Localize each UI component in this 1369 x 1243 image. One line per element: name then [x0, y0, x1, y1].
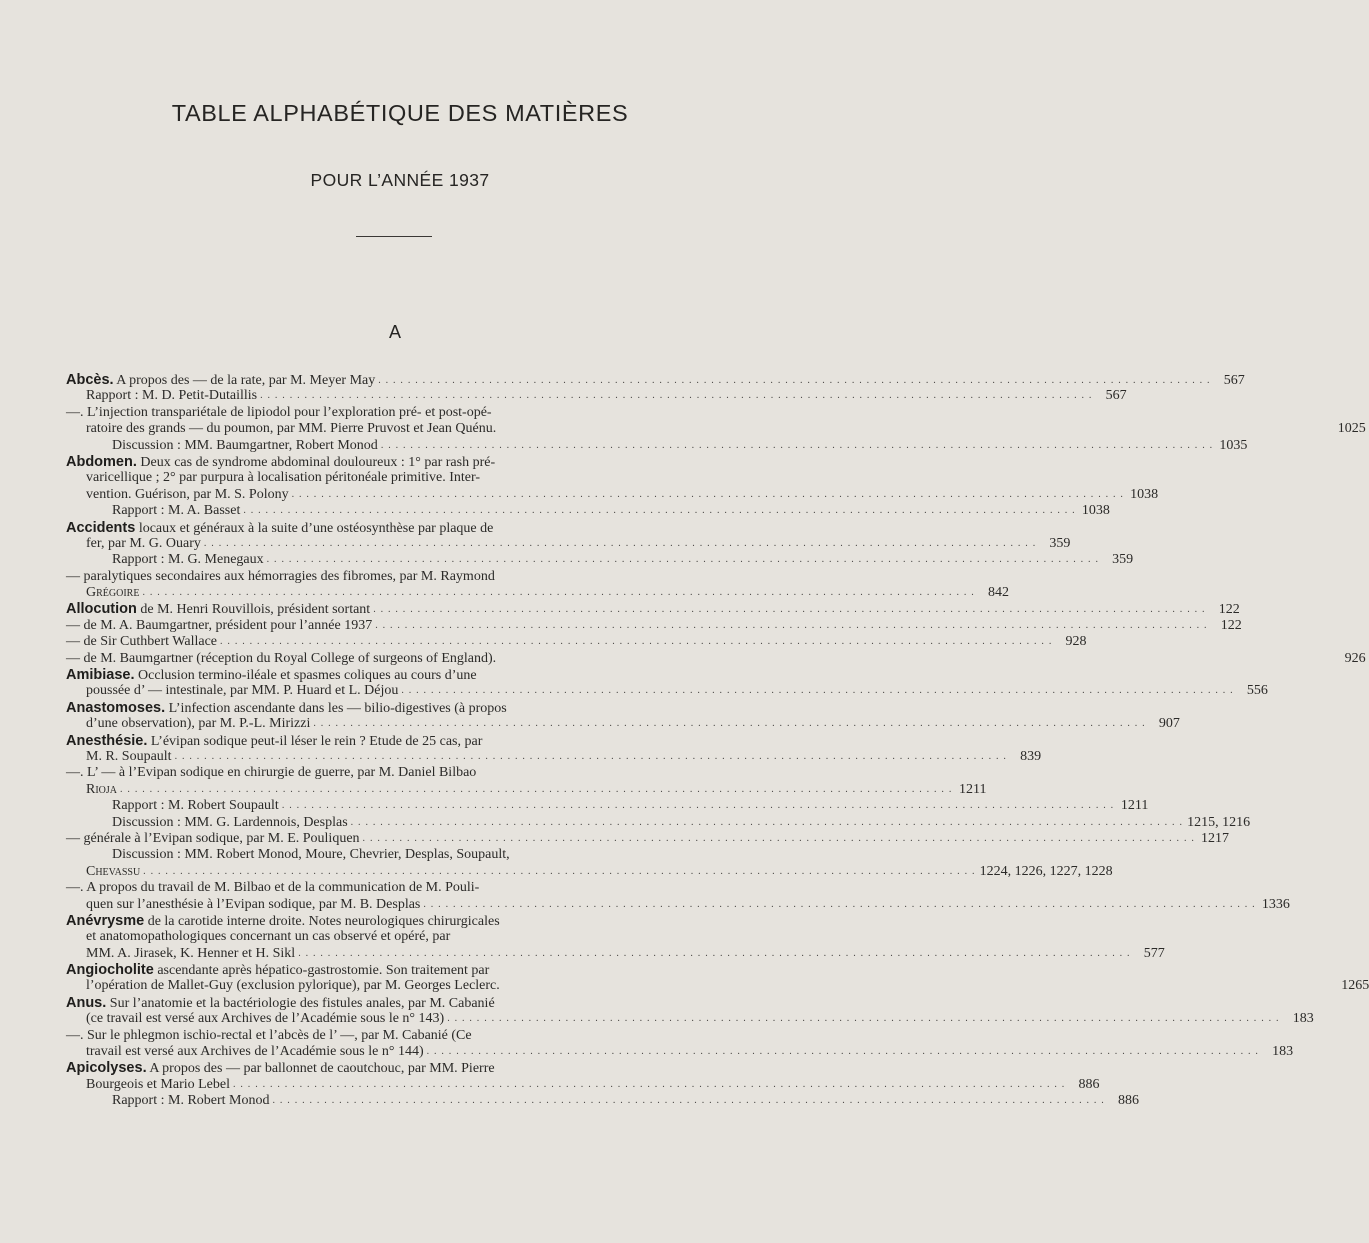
entry-text: Grégoire [86, 585, 140, 601]
index-line [66, 520, 712, 536]
entry-text: d’une observation), par M. P.-L. Mirizzi [86, 716, 311, 732]
entry-page: 359 [1049, 535, 1071, 551]
index-line [66, 765, 712, 781]
entry-text: Rapport : M. Robert Monod [112, 1093, 270, 1109]
index-line [66, 437, 1248, 454]
entry-page: 1025 [1337, 421, 1366, 437]
entry-text: Discussion : MM. Robert Monod, Moure, Chevrier, Desplas, Soupault, [112, 847, 510, 863]
index-line [66, 388, 1127, 404]
leader-dots [298, 946, 1131, 962]
index-line [66, 913, 712, 929]
leader-dots [260, 388, 1093, 404]
page-subtitle: POUR L’ANNÉE 1937 [310, 170, 490, 190]
entry-text: locaux et généraux à la suite d’une ostéosynthèse par plaque de [138, 520, 494, 536]
entry-text: Deux cas de syndrome abdominal douloureux : 1° par rash pré- [140, 454, 496, 470]
entry-text: A propos des — de la rate, par M. Meyer May [116, 373, 376, 388]
entry-headword: Abdomen. [66, 453, 137, 470]
index-line [66, 634, 1087, 650]
leader-dots [363, 831, 1196, 847]
index-line [66, 1028, 712, 1044]
leader-dots [243, 503, 1076, 519]
leader-dots [282, 798, 1115, 814]
index-line [66, 1044, 1294, 1060]
index-line [66, 896, 1290, 913]
entry-text: — générale à l’Evipan sodique, par M. E. Pouliquen [66, 830, 360, 846]
leader-dots [273, 1093, 1106, 1109]
entry-headword: Accidents [66, 519, 136, 536]
section-letter: A [388, 322, 401, 342]
entry-page: 556 [1246, 683, 1268, 699]
index-line [66, 569, 712, 585]
title-divider [356, 236, 432, 237]
index-line [66, 863, 1113, 880]
entry-text: ascendante après hépatico-gastrostomie. Son traitement par [157, 963, 490, 979]
entry-text: — paralytiques secondaires aux hémorragies des fibromes, par M. Raymond [66, 568, 495, 584]
entry-page: 1224, 1226, 1227, 1228 [979, 863, 1113, 879]
entry-page: 359 [1112, 552, 1134, 568]
leader-dots [381, 438, 1214, 454]
entry-text: MM. A. Jirasek, K. Henner et H. Sikl [86, 945, 296, 961]
entry-text: de M. Henri Rouvillois, président sortant [140, 602, 371, 618]
entry-text: vention. Guérison, par M. S. Polony [86, 486, 289, 502]
index-line [66, 486, 1159, 503]
entry-text: L’évipan sodique peut-il léser le rein ? Etude de 25 cas, par [150, 733, 483, 749]
entry-text: de la carotide interne droite. Notes neurologiques chirurgicales [147, 913, 500, 929]
entry-text: fer, par M. G. Ouary [86, 535, 201, 551]
index-line [66, 585, 1009, 601]
entry-headword: Apicolyses. [66, 1060, 147, 1077]
entry-page: 567 [1223, 373, 1245, 388]
leader-dots [375, 618, 1208, 634]
entry-text: Chevassu [86, 863, 141, 879]
entry-text: poussée d’ — intestinale, par MM. P. Huard et L. Déjou [86, 683, 399, 699]
index-line [66, 601, 1240, 618]
leader-dots [220, 634, 1053, 650]
entry-page: 886 [1118, 1093, 1139, 1109]
entry-text: travail est versé aux Archives de l’Académie sous le n° 144) [86, 1044, 424, 1060]
entry-headword: Anus. [66, 994, 107, 1011]
entry-text: (ce travail est versé aux Archives de l’Académie sous le n° 143) [86, 1011, 445, 1027]
entry-text: Discussion : MM. G. Lardennois, Desplas [112, 814, 348, 830]
index-line [66, 1011, 1314, 1027]
index-line [66, 733, 712, 749]
leader-dots [143, 864, 976, 880]
index-line [66, 814, 1251, 831]
entry-page: 1211 [1120, 798, 1149, 814]
entry-text: A propos des — par ballonnet de caoutchouc, par MM. Pierre [149, 1061, 495, 1077]
entry-page: 928 [1065, 634, 1087, 650]
index-line [66, 405, 712, 421]
entry-text: Discussion : MM. Baumgartner, Robert Monod [112, 437, 378, 453]
index-line [66, 470, 712, 486]
leader-dots [292, 487, 1125, 503]
entry-page: 122 [1220, 617, 1242, 633]
leader-dots [378, 373, 1211, 389]
entry-text: l’opération de Mallet-Guy (exclusion pylorique), par M. Georges Leclerc. [86, 978, 500, 994]
leader-dots [175, 749, 1008, 765]
index-line [66, 781, 987, 798]
leader-dots [142, 585, 975, 601]
entry-page: 122 [1218, 602, 1240, 618]
index-line [66, 617, 1242, 634]
leader-dots [233, 1077, 1066, 1093]
leader-dots [313, 716, 1146, 732]
index-line [66, 667, 712, 683]
index-line [66, 1076, 1100, 1093]
entry-page: 839 [1020, 748, 1042, 764]
index-line [66, 880, 712, 896]
index-line [66, 700, 712, 716]
index-line [66, 1060, 712, 1076]
index-line [66, 535, 1071, 552]
index-line [66, 945, 1165, 962]
leader-dots [373, 602, 1206, 618]
entry-headword: Anesthésie. [66, 732, 148, 749]
index-line [66, 716, 1180, 732]
entry-page: 1038 [1081, 503, 1110, 519]
entry-page: 183 [1292, 1011, 1314, 1027]
entry-text: Sur l’anatomie et la bactériologie des fistules anales, par M. Cabanié [109, 995, 495, 1011]
index-line [66, 372, 1245, 388]
page-title: TABLE ALPHABÉTIQUE DES MATIÈRES [171, 100, 629, 126]
entry-headword: Amibiase. [66, 667, 135, 684]
index-line [66, 847, 712, 863]
entry-headword: Angiocholite [66, 962, 154, 979]
index-line [66, 978, 1369, 994]
leader-dots [447, 1011, 1280, 1027]
entry-page: 926 [1344, 650, 1366, 666]
entry-headword: Abcès. [66, 372, 114, 388]
entry-text: —. A propos du travail de M. Bilbao et de la communication de M. Pouli- [66, 880, 480, 896]
index-line [66, 503, 1110, 519]
entry-page: 842 [987, 585, 1009, 601]
leader-dots [267, 552, 1100, 568]
entry-text: — de Sir Cuthbert Wallace [66, 634, 218, 650]
index-line [66, 552, 1134, 568]
entry-text: et anatomopathologiques concernant un cas observé et opéré, par [86, 929, 451, 945]
leader-dots [120, 782, 953, 798]
entry-page: 183 [1272, 1044, 1294, 1060]
entry-text: —. Sur le phlegmon ischio-rectal et l’abcès de l’ —, par M. Cabanié (Ce [66, 1027, 472, 1043]
index-line [66, 454, 712, 470]
index-line [66, 748, 1042, 765]
leader-dots [427, 1044, 1260, 1060]
entry-text: Occlusion termino-iléale et spasmes coliques au cours d’une [138, 668, 477, 684]
index-line [66, 830, 1230, 847]
entry-text: Rioja [86, 781, 118, 797]
index-line [66, 929, 712, 945]
index-line [66, 1093, 1139, 1109]
entry-text: Rapport : M. A. Basset [112, 503, 241, 519]
entry-page: 577 [1143, 945, 1165, 961]
entry-text: —. L’ — à l’Evipan sodique en chirurgie de guerre, par M. Daniel Bilbao [66, 765, 477, 781]
entry-text: —. L’injection transpariétale de lipiodol pour l’exploration pré- et post-opé- [66, 404, 492, 420]
leader-dots [351, 815, 1184, 831]
leader-dots [423, 897, 1256, 913]
entry-text: L’infection ascendante dans les — bilio-digestives (à propos [168, 700, 507, 716]
entry-headword: Anévrysme [66, 912, 145, 929]
entry-text: Bourgeois et Mario Lebel [86, 1076, 230, 1092]
entry-page: 1215, 1216 [1187, 814, 1251, 830]
entry-text: Rapport : M. Robert Soupault [112, 798, 279, 814]
entry-headword: Anastomoses. [66, 699, 166, 716]
entry-page: 567 [1105, 388, 1127, 404]
index-line [66, 962, 712, 978]
leader-dots [204, 536, 1037, 552]
entry-page: 886 [1078, 1076, 1100, 1092]
entry-text: Rapport : M. G. Menegaux [112, 552, 264, 568]
entry-page: 1035 [1219, 437, 1248, 453]
entry-page: 1211 [959, 781, 987, 797]
entry-page: 907 [1158, 716, 1180, 732]
entry-text: Rapport : M. D. Petit-Dutaillis [86, 388, 258, 404]
entry-text: — de M. Baumgartner (réception du Royal College of surgeons of England). [66, 650, 497, 666]
index-entries [66, 372, 1369, 1110]
entry-page: 1038 [1130, 486, 1159, 502]
entry-text: quen sur l’anesthésie à l’Evipan sodique, par M. B. Desplas [86, 896, 421, 912]
index-line [66, 798, 1149, 814]
index-line [66, 995, 712, 1011]
leader-dots [401, 683, 1234, 699]
entry-headword: Allocution [66, 601, 137, 618]
entry-page: 1336 [1261, 896, 1290, 912]
entry-page: 1217 [1201, 830, 1230, 846]
index-line [66, 683, 1268, 699]
index-line [66, 650, 1366, 667]
entry-text: M. R. Soupault [86, 748, 172, 764]
entry-text: varicellique ; 2° par purpura à localisation péritonéale primitive. Inter- [86, 470, 481, 486]
index-line [66, 421, 1366, 437]
entry-page: 1265 [1341, 978, 1369, 994]
entry-text: — de M. A. Baumgartner, président pour l’année 1937 [66, 617, 373, 633]
entry-text: ratoire des grands — du poumon, par MM. Pierre Pruvost et Jean Quénu. [86, 421, 497, 437]
